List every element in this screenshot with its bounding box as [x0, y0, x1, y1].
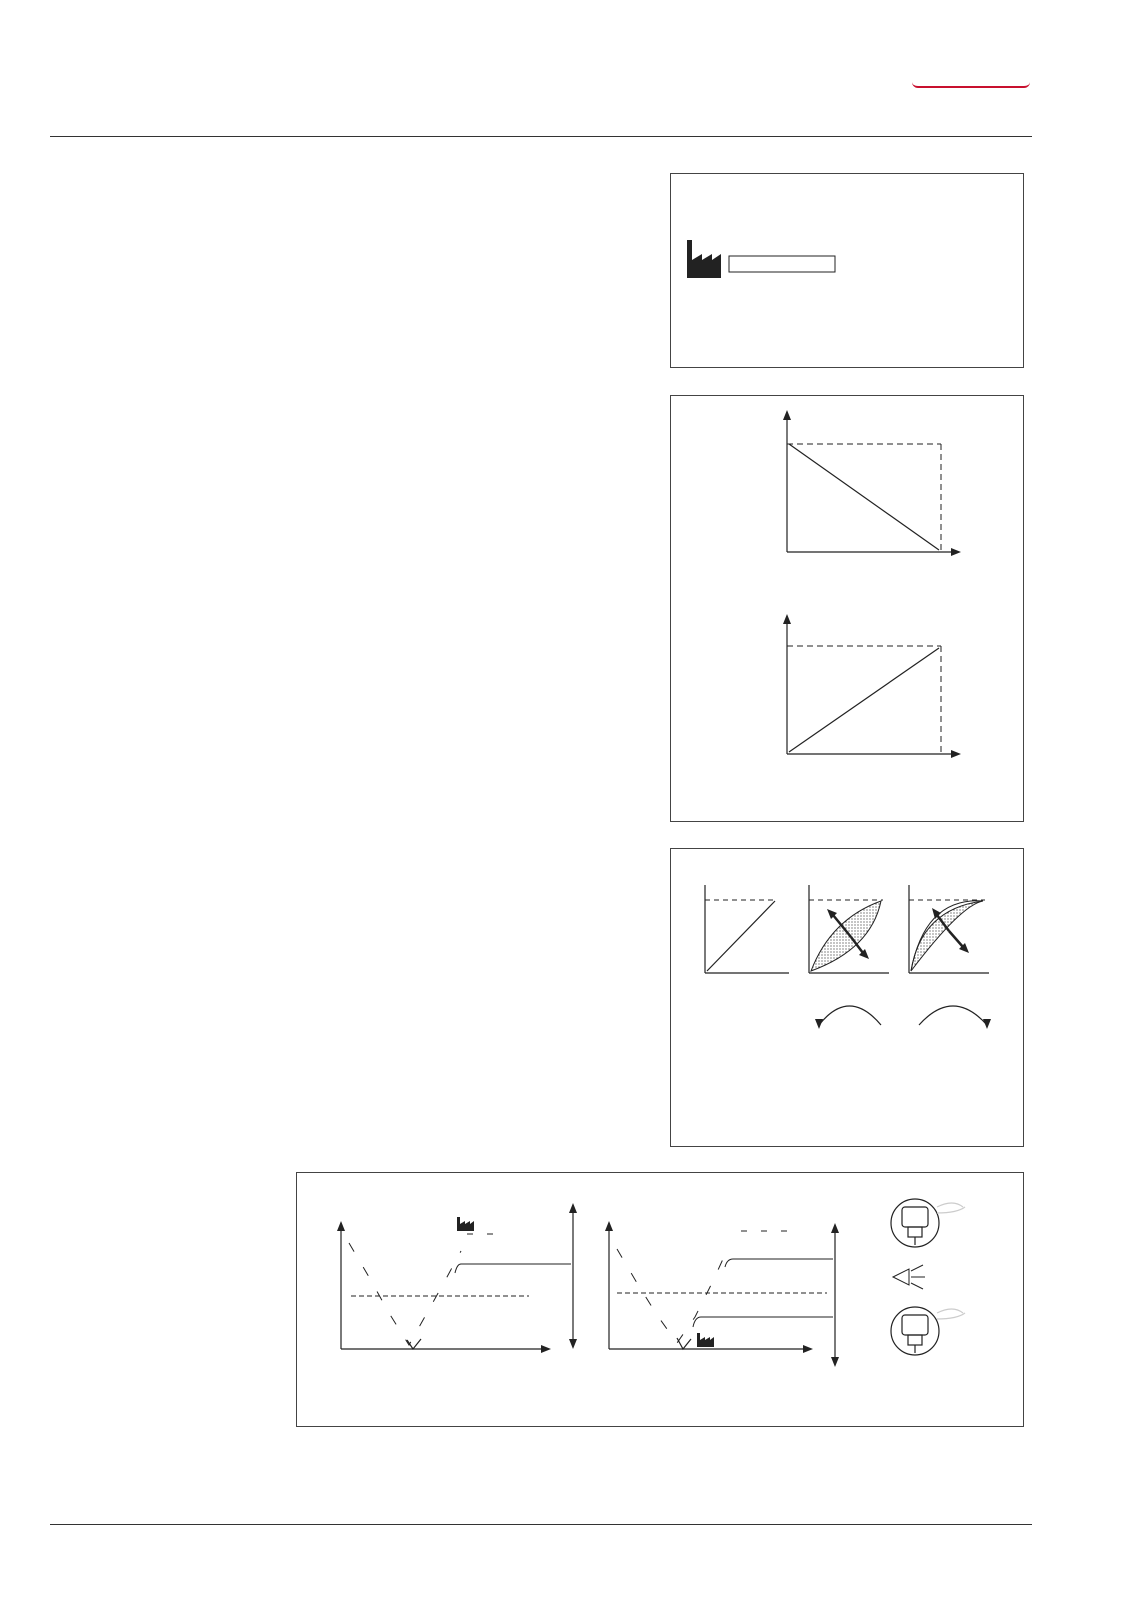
header-rule [50, 136, 1032, 137]
actuator-icon [891, 1307, 965, 1355]
chart-extend-limit [605, 1221, 839, 1367]
footer-rule [50, 1524, 1032, 1525]
body-text [296, 170, 648, 184]
direction-diagram [671, 396, 1023, 821]
switch-body [729, 256, 835, 272]
actuator-icon [891, 1199, 965, 1247]
rotate-arc-icon [919, 1006, 987, 1025]
chart-retract-limit [337, 1203, 577, 1353]
characteristic-diagram [671, 849, 1023, 1146]
chart-dip2-off [783, 614, 961, 758]
figure-4 [296, 1172, 1024, 1427]
stroke-limit-diagram [297, 1173, 1023, 1426]
chart-modified-log [809, 885, 889, 973]
chart-linear [705, 885, 789, 973]
figure-3 [670, 848, 1024, 1147]
figure-2 [670, 395, 1024, 822]
factory-icon [457, 1217, 474, 1231]
chart-dip2-on [783, 410, 961, 556]
figure-1 [670, 173, 1024, 368]
factory-icon [687, 240, 721, 278]
logo-swoosh [912, 82, 1030, 88]
chart-modified-exp [909, 885, 989, 973]
dip-switch-diagram [671, 174, 1023, 367]
factory-icon [697, 1333, 714, 1347]
rotate-arc-icon [819, 1006, 881, 1025]
